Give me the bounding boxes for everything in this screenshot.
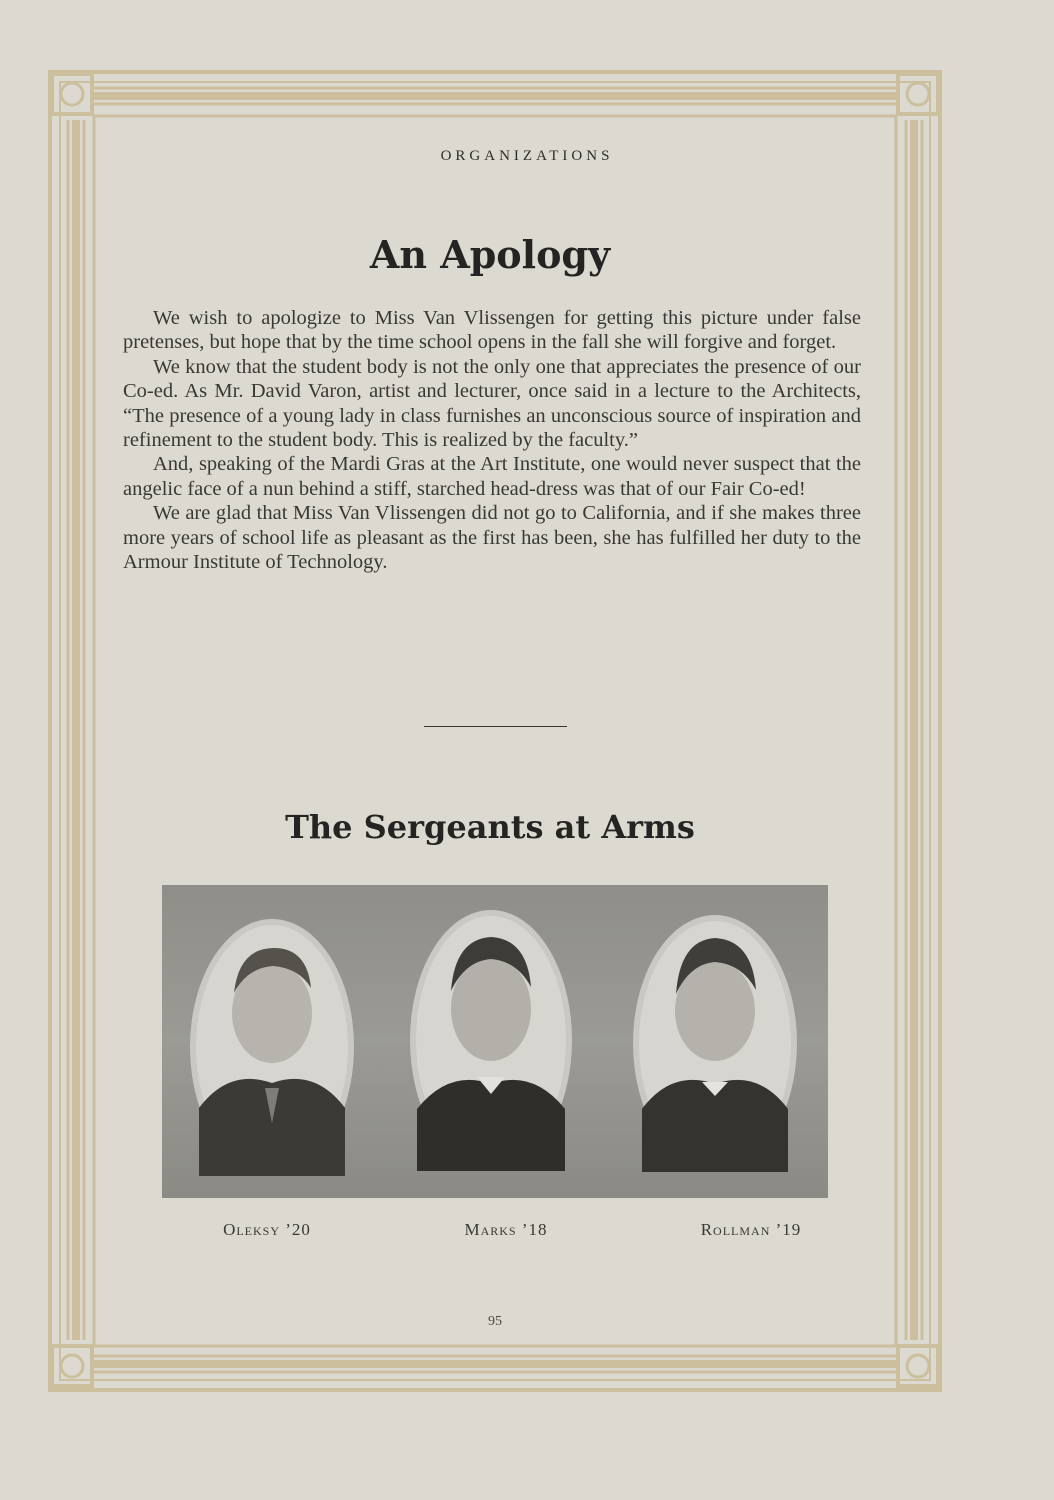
sergeants-group-photo — [162, 885, 828, 1198]
portrait-photo — [189, 918, 355, 1176]
caption-rollman: Rollman ’19 — [700, 1220, 802, 1239]
portrait-photo — [409, 909, 573, 1171]
apology-paragraph: And, speaking of the Mardi Gras at the Art Institute, one would never suspect that the angelic face of a nun behind a stiff, starched head-dress was that of our Fair Co-ed! — [123, 453, 861, 500]
apology-title: An Apology — [369, 232, 611, 277]
apology-paragraph: We wish to apologize to Miss Van Vlissengen for getting this picture under false pretenses, but hope that by the time school opens in the fall she will forgive and forget. — [123, 307, 861, 354]
caption-marks: Marks ’18 — [464, 1220, 548, 1239]
apology-body — [123, 306, 861, 574]
apology-paragraph: We are glad that Miss Van Vlissengen did not go to California, and if she makes three more years of school life as pleasant as the first has been, she has fulfilled her duty to the Armour Institute of Technology. — [123, 502, 861, 574]
section-label: ORGANIZATIONS — [440, 148, 614, 164]
page-number: 95 — [488, 1314, 502, 1329]
apology-paragraph: We know that the student body is not the only one that appreciates the presence of our Co-ed. As Mr. David Varon, artist and lecturer, once said in a lecture to the Architects, “The presence of a young lady in class furnishes an unconscious source of inspiration and refinement to the student body. This is realized by the faculty.” — [123, 355, 861, 452]
section-divider — [424, 726, 567, 727]
portrait-photo — [632, 914, 798, 1172]
sergeants-title: The Sergeants at Arms — [285, 808, 695, 846]
caption-oleksy: Oleksy ’20 — [223, 1220, 311, 1239]
